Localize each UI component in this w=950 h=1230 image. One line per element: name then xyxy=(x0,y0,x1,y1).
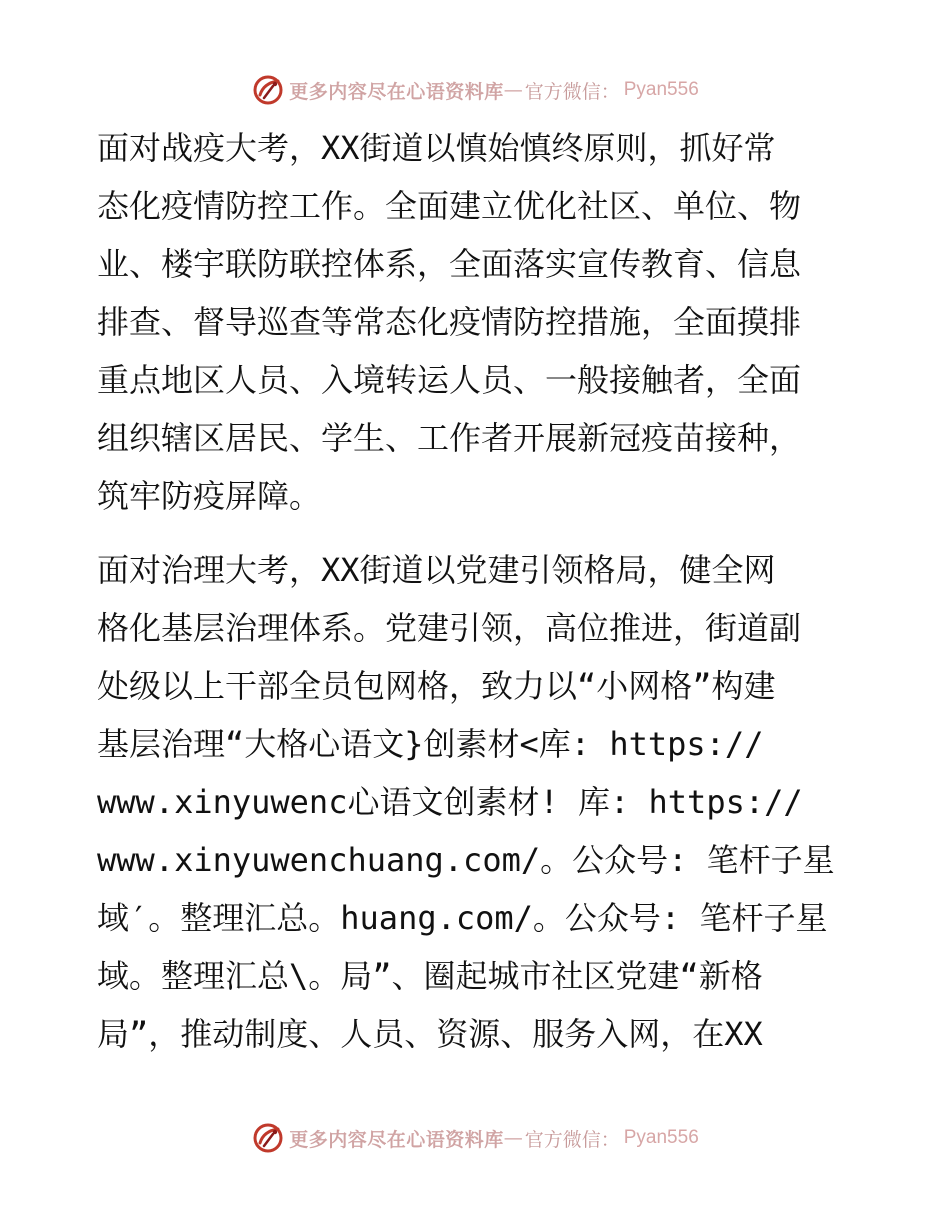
text-line: 域。整理汇总\。局”、圈起城市社区党建“新格 xyxy=(97,957,763,995)
paragraph-1 xyxy=(97,119,857,525)
text-line: 面对战疫大考，XX街道以慎始慎终原则，抓好常 xyxy=(97,129,776,167)
footer-wechat-label: 官方微信： xyxy=(524,1128,620,1151)
header-wechat-label: 官方微信： xyxy=(524,80,620,103)
header-banner xyxy=(0,70,950,110)
text-line: 局”，推动制度、人员、资源、服务入网，在XX xyxy=(97,1015,763,1053)
header-slogan: 更多内容尽在心语资料库 xyxy=(289,80,504,103)
text-line: 态化疫情防控工作。全面建立优化社区、单位、物 xyxy=(97,187,802,225)
text-line: 域′。整理汇总。huang.com/。公众号: 笔杆子星 xyxy=(97,899,828,937)
text-line: www.xinyuwenchuang.com/。公众号: 笔杆子星 xyxy=(97,841,835,879)
brand-logo-icon xyxy=(251,73,285,107)
text-line: 格化基层治理体系。党建引领，高位推进，街道副 xyxy=(97,609,802,647)
footer-banner xyxy=(0,1118,950,1158)
text-line: 面对治理大考，XX街道以党建引领格局，健全网 xyxy=(97,551,776,589)
text-line: 处级以上干部全员包网格，致力以“小网格”构建 xyxy=(97,667,776,705)
header-wechat-id: Pyan556 xyxy=(623,79,699,100)
article-body xyxy=(97,119,857,1063)
paragraph-2 xyxy=(97,541,857,1063)
footer-wechat-id: Pyan556 xyxy=(623,1127,699,1148)
text-line: 筑牢防疫屏障。 xyxy=(97,477,322,515)
footer-dash: — xyxy=(503,1127,523,1149)
text-line: www.xinyuwenc心语文创素材! 库: https:// xyxy=(97,783,803,821)
text-line: 重点地区人员、入境转运人员、一般接触者，全面 xyxy=(97,361,802,399)
text-line: 业、楼宇联防联控体系，全面落实宣传教育、信息 xyxy=(97,245,802,283)
footer-slogan: 更多内容尽在心语资料库 xyxy=(289,1128,504,1151)
text-line: 组织辖区居民、学生、工作者开展新冠疫苗接种， xyxy=(97,419,802,457)
text-line: 排查、督导巡查等常态化疫情防控措施，全面摸排 xyxy=(97,303,802,341)
brand-logo-icon xyxy=(251,1121,285,1155)
header-dash: — xyxy=(503,79,523,101)
text-line: 基层治理“大格心语文}创素材<库: https:// xyxy=(97,725,764,763)
